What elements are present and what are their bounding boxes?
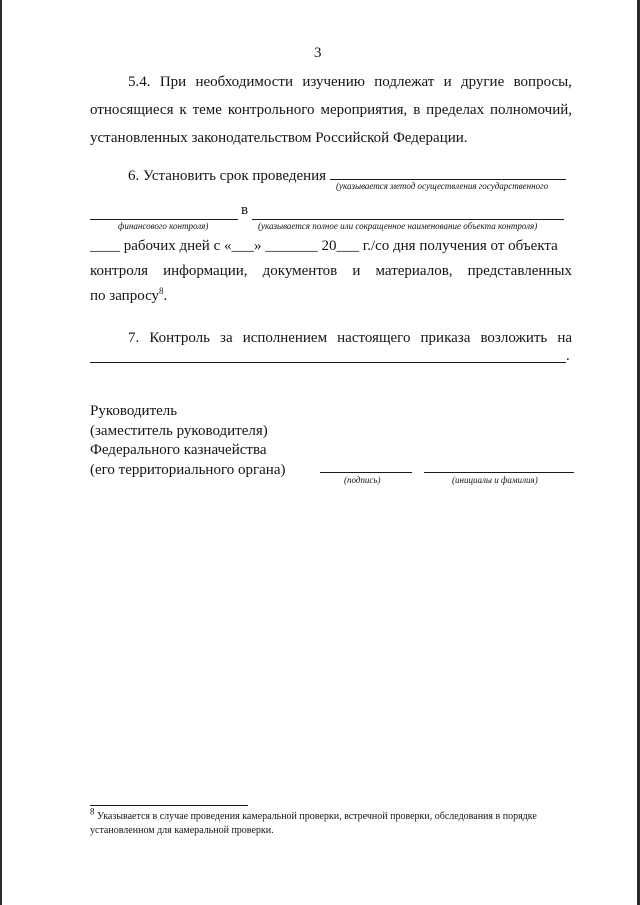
paragraph-5-4-word: теме <box>192 102 222 118</box>
signature-title-2: (заместитель руководителя) <box>90 423 268 439</box>
month-blank: _______ <box>265 238 318 254</box>
object-hint: (указывается полное или сокращенное наименование объекта контроля) <box>258 221 538 231</box>
paragraph-5-4-word: в <box>413 102 421 118</box>
paragraph-5-4-word: пределах <box>426 102 485 118</box>
method-blank-line-2 <box>90 219 238 220</box>
year-prefix: 20 <box>321 238 337 254</box>
paragraph-6-word: материалов, <box>375 263 453 279</box>
paragraph-5-4-word: другие <box>460 74 505 90</box>
paragraph-7-word: исполнением <box>242 330 328 346</box>
paragraph-5-4-word: При <box>159 74 187 90</box>
days-text: рабочих дней с « <box>123 238 232 254</box>
in-word: в <box>241 202 249 218</box>
paragraph-5-4-line-1 <box>128 74 572 91</box>
signature-title-4: (его территориального органа) <box>90 462 286 478</box>
paragraph-5-4-word: мероприятия, <box>320 102 408 118</box>
page-number: 3 <box>314 45 322 61</box>
year-blank: ___ <box>336 238 359 254</box>
quote-close: » <box>253 238 262 254</box>
paragraph-5-4-word: вопросы, <box>513 74 572 90</box>
paragraph-6-line-4 <box>90 263 572 280</box>
day-blank: ___ <box>231 238 254 254</box>
paragraph-5-4-word: контрольного <box>227 102 315 118</box>
footnote <box>90 806 590 838</box>
signature-title-1: Руководитель <box>90 403 178 419</box>
paragraph-5-4-word: изучению <box>302 74 365 90</box>
paragraph-5-4-word: и <box>443 74 452 90</box>
paragraph-5-4-line-3: установленных законодательством Российской Федерации. <box>90 130 468 146</box>
method-blank-line <box>330 179 566 180</box>
paragraph-5-4-word: к <box>179 102 187 118</box>
paragraph-6-word: представленных <box>467 263 572 279</box>
signature-line <box>320 472 412 473</box>
paragraph-7-word: за <box>220 330 233 346</box>
paragraph-7-word: настоящего <box>337 330 411 346</box>
footnote-mark: 8 <box>90 806 95 817</box>
line-end-dot: . <box>163 288 168 304</box>
assignee-blank-line <box>90 362 566 363</box>
footnote-line-1: Указывается в случае проведения камеральной проверки, встречной проверки, обследования в порядке <box>97 811 537 822</box>
paragraph-7-word: на <box>557 330 572 346</box>
paragraph-5-4-word: подлежат <box>374 74 435 90</box>
paragraph-6-lead: 6. Установить срок проведения <box>128 168 327 184</box>
paragraph-7-word: возложить <box>480 330 548 346</box>
paragraph-5-4-line-2 <box>90 102 572 119</box>
paragraph-5-4-word: полномочий, <box>489 102 572 118</box>
paragraph-6-word: информации, <box>163 263 248 279</box>
paragraph-5-4-word: 5.4. <box>128 74 151 90</box>
name-hint: (инициалы и фамилия) <box>452 475 538 485</box>
paragraph-7-word: приказа <box>420 330 471 346</box>
left-scan-edge <box>0 0 2 905</box>
paragraph-6-line-5 <box>90 288 167 305</box>
paragraph-5-4-word: относящиеся <box>90 102 174 118</box>
signature-title-3: Федерального казначейства <box>90 442 267 458</box>
after-year: г./со дня получения от объекта <box>362 238 558 254</box>
method-hint-1: (указывается метод осуществления государственного <box>336 181 549 191</box>
paragraph-6-word: документов <box>262 263 338 279</box>
footnote-ref: 8 <box>159 286 164 296</box>
footnote-separator <box>90 805 248 806</box>
paragraph-6-word: и <box>352 263 361 279</box>
paragraph-7-line-1 <box>128 330 572 347</box>
days-blank: ____ <box>90 238 120 254</box>
footnote-line-2: установленном для камеральной проверки. <box>90 825 274 836</box>
signature-hint: (подпись) <box>344 475 381 485</box>
paragraph-5-4-word: необходимости <box>195 74 294 90</box>
method-hint-2: финансового контроля) <box>118 221 209 231</box>
paragraph-6-line-3 <box>90 238 558 255</box>
paragraph-7-word: Контроль <box>149 330 210 346</box>
paragraph-7-end-dot: . <box>566 348 570 364</box>
paragraph-7-word: 7. <box>128 330 140 346</box>
paragraph-6-word: контроля <box>90 263 148 279</box>
object-blank-line <box>252 219 564 220</box>
by-request-text: по запросу <box>90 288 160 304</box>
name-line <box>424 472 574 473</box>
